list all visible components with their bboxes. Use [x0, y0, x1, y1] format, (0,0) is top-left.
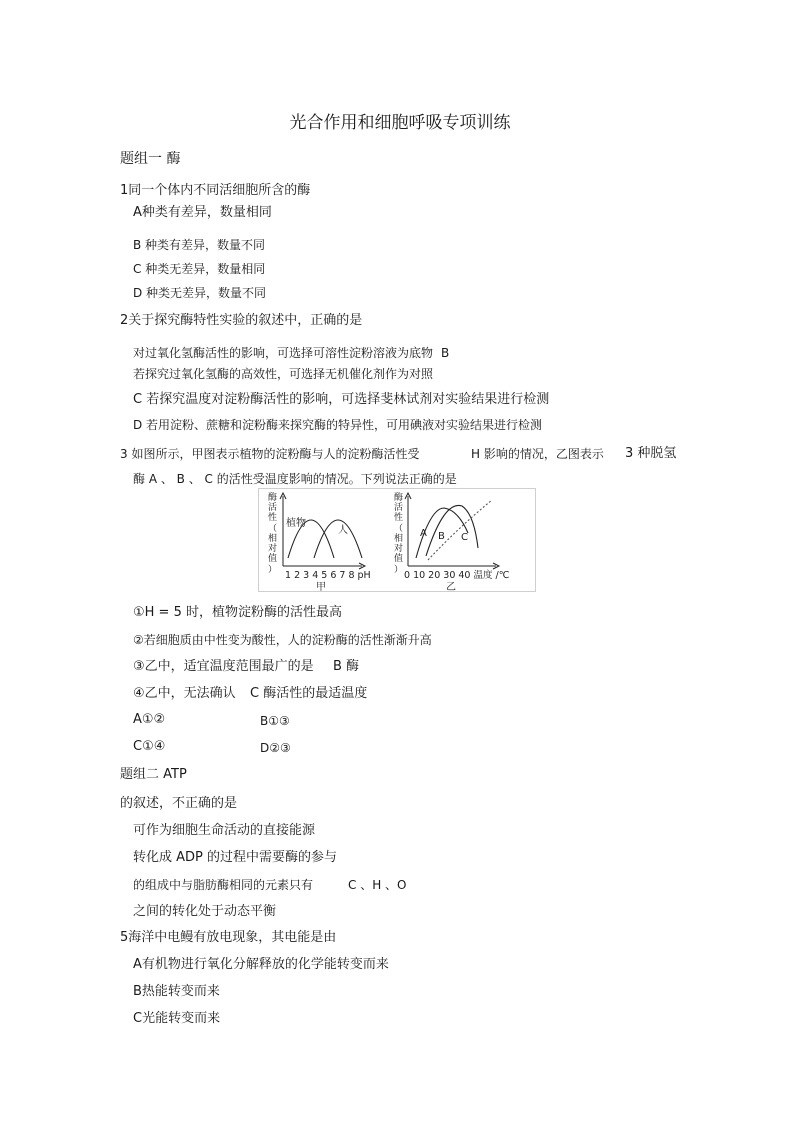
question-3-stem-part3: 3 种脱氢: [625, 446, 677, 461]
temp-ylabel-0: 酶: [394, 493, 404, 503]
question-3-statement-2: ②若细胞质由中性变为酸性，人的淀粉酶的活性渐渐升高: [133, 633, 432, 647]
question-2-option-b: 若探究过氧化氢酶的高效性，可选择无机催化剂作为对照: [133, 367, 434, 381]
temp-panel-caption: 乙: [446, 582, 456, 592]
question-3-choice-c: C①④: [133, 739, 166, 754]
question-4-option-b: 转化成 ADP 的过程中需要酶的参与: [133, 850, 338, 865]
question-1-option-d: D 种类无差异，数量不同: [133, 286, 267, 300]
question-3-statement-4-enzyme: C 酶活性的最适温度: [250, 686, 368, 701]
question-5-option-c: C光能转变而来: [133, 1011, 221, 1026]
question-3-stem-part2: H 影响的情况，乙图表示: [471, 447, 604, 461]
question-3-statement-4: ④乙中，无法确认: [133, 686, 236, 701]
ph-ylabel-2: 性: [268, 513, 278, 523]
question-3-choice-d: D②③: [260, 741, 291, 755]
question-3-choice-b: B①③: [260, 714, 290, 728]
section-heading-group2: 题组二 ATP: [120, 767, 187, 782]
ph-ylabel-6: 值: [268, 554, 278, 564]
question-4-option-d: 之间的转化处于动态平衡: [133, 904, 277, 919]
question-2-option-mark-b: B: [441, 346, 450, 360]
question-5-stem: 5海洋中电鳗有放电现象，其电能是由: [120, 930, 337, 945]
question-3-statement-3-enzyme: B 酶: [333, 659, 360, 674]
temp-ylabel-7: ）: [394, 565, 404, 575]
question-1-stem: 1同一个体内不同活细胞所含的酶: [120, 183, 311, 198]
question-1-option-a: A种类有差异，数量相同: [133, 205, 272, 220]
question-1-option-c: C 种类无差异，数量相同: [133, 262, 266, 276]
ph-panel: [268, 491, 371, 592]
enzyme-c-curve: [428, 500, 492, 560]
ph-ylabel-5: 对: [268, 544, 278, 554]
ph-ylabel-3: （: [268, 524, 278, 534]
question-4-option-c: 的组成中与脂肪酶相同的元素只有: [133, 878, 314, 892]
temp-ylabel-2: 性: [394, 513, 404, 523]
enzyme-b-curve: [426, 505, 478, 556]
human-curve-label: 人: [338, 525, 348, 536]
ph-x-ticks: 1 2 3 4 5 6 7 8 pH: [285, 570, 371, 581]
question-4-option-a: 可作为细胞生命活动的直接能源: [133, 823, 316, 838]
question-3-choice-a: A①②: [133, 712, 166, 727]
temp-ylabel-4: 相: [394, 534, 404, 544]
question-2-stem: 2关于探究酶特性实验的叙述中，正确的是: [120, 313, 363, 328]
question-1-option-b: B 种类有差异，数量不同: [133, 238, 266, 252]
question-2-option-a: 对过氧化氢酶活性的影响，可选择可溶性淀粉溶液为底物: [133, 346, 434, 360]
enzyme-b-label: B: [438, 531, 445, 542]
question-5-option-a: A有机物进行氧化分解释放的化学能转变而来: [133, 957, 389, 972]
question-5-option-b: B热能转变而来: [133, 984, 220, 999]
ph-ylabel-7: ）: [268, 565, 278, 575]
temp-ylabel-1: 活: [394, 503, 404, 513]
section-heading-group1: 题组一 酶: [120, 151, 181, 167]
plant-curve-label: 植物: [286, 518, 306, 529]
question-3-stem-part1: 3 如图所示，甲图表示植物的淀粉酶与人的淀粉酶活性受: [120, 447, 420, 461]
enzyme-activity-figure: [258, 488, 536, 592]
temperature-panel: [394, 491, 510, 592]
temp-ylabel-3: （: [394, 524, 404, 534]
question-3-stem-line2: 酶 A 、 B 、 C 的活性受温度影响的情况。下列说法正确的是: [133, 472, 457, 486]
ph-ylabel-0: 酶: [268, 493, 278, 503]
question-2-option-c: C 若探究温度对淀粉酶活性的影响，可选择斐林试剂对实验结果进行检测: [133, 392, 550, 407]
question-3-statement-1: ①H = 5 时，植物淀粉酶的活性最高: [133, 605, 342, 620]
enzyme-a-label: A: [420, 528, 427, 539]
ph-ylabel-4: 相: [268, 534, 278, 544]
temp-x-ticks: 0 10 20 30 40 温度 /℃: [404, 570, 510, 581]
temp-ylabel-5: 对: [394, 544, 404, 554]
question-2-option-d: D 若用淀粉、蔗糖和淀粉酶来探究酶的特异性，可用碘液对实验结果进行检测: [133, 418, 543, 432]
question-4-stem: 的叙述，不正确的是: [120, 796, 238, 811]
temp-ylabel-6: 值: [394, 554, 404, 564]
question-3-statement-3: ③乙中，适宜温度范围最广的是: [133, 659, 314, 674]
question-4-option-c-elements: C 、H 、O: [348, 878, 407, 892]
page-title: 光合作用和细胞呼吸专项训练: [289, 113, 511, 133]
ph-panel-caption: 甲: [316, 582, 326, 592]
ph-ylabel-1: 活: [268, 503, 278, 513]
enzyme-c-label: C: [461, 532, 468, 543]
